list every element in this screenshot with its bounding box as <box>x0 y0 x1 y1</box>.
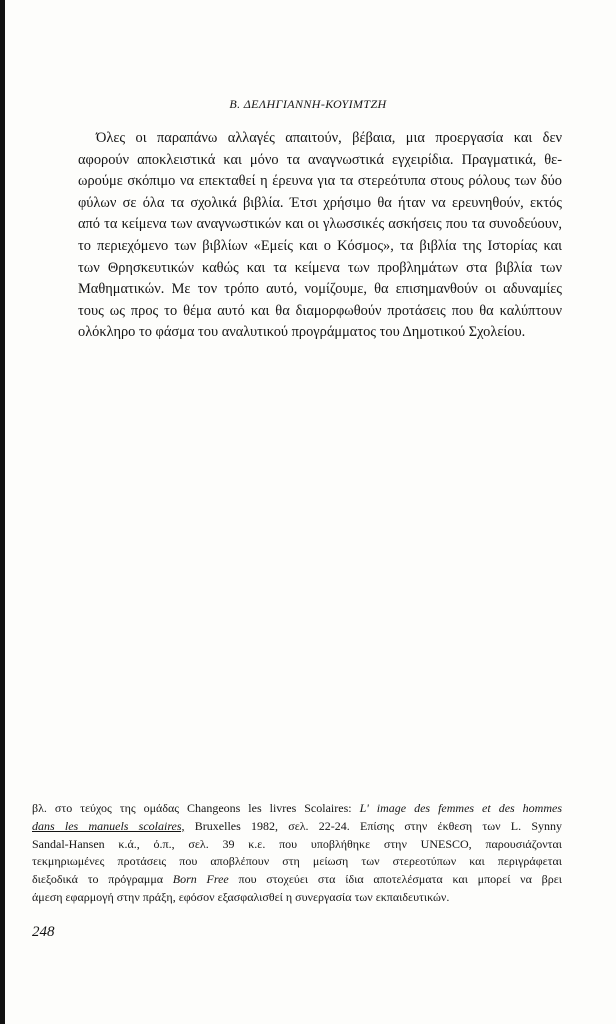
running-head-author: Β. ΔΕΛΗΓΙΑΝΝΗ-ΚΟΥΙΜΤΖΗ <box>229 97 387 111</box>
footnote-line <box>32 800 562 818</box>
body-line: τους ως προς το θέμα αυτό και θα διαμορφωθούν προτάσεις που θα καλύπτουν <box>78 302 562 319</box>
footnote-title-italic: L' image des femmes et des hommes <box>359 801 563 815</box>
body-line: Μαθηματικών. Με τον τρόπο αυτό, νομίζουμε, θα επισημανθούν οι αδυναμίες <box>78 281 562 298</box>
footnote-line <box>32 871 562 889</box>
footnote-line <box>32 818 562 836</box>
footnote-line: άμεση εφαρμογή στην πράξη, εφόσον εξασφαλισθεί η συνεργασία των εκπαιδευτικών. <box>32 889 450 904</box>
scan-edge-shadow <box>0 0 5 1024</box>
footnote-text: που στοχεύει στα ίδια αποτελέσματα και μπορεί να βρει <box>228 872 562 887</box>
footnote-program-name: Born Free <box>172 872 229 887</box>
body-line: ολόκληρο το φάσμα του αναλυτικού προγράμματος του Δημοτικού Σχολείου. <box>78 324 526 341</box>
footnote-line: τεκμηριωμένες προτάσεις που αποβλέπουν στη μείωση των στερεοτύπων και περιγράφεται <box>32 854 562 869</box>
body-line: αφορούν αποκλειστικά και μόνο τα αναγνωστικά εγχειρίδια. Πραγματικά, θε- <box>78 151 562 168</box>
footnote-text: διεξοδικά το πρόγραμμα <box>32 872 173 887</box>
footnote-title-italic-underlined: dans les manuels scolaires, <box>32 818 185 833</box>
body-line: φύλων σε όλα τα σχολικά βιβλία. Έτσι χρήσιμο θα ήταν να ερευνηθούν, εκτός <box>78 194 562 211</box>
body-line: από τα κείμενα των αναγνωστικών και οι γλωσσικές ασκήσεις που τα συνοδεύουν, <box>78 216 562 233</box>
body-line: ωρούμε σκόπιμο να επεκταθεί η έρευνα για τα στερεότυπα στους ρόλους των δύο <box>78 173 562 190</box>
body-line: το περιεχόμενο των βιβλίων «Εμείς και ο Κόσμος», τα βιβλία της Ιστορίας και <box>78 237 562 254</box>
body-line: Όλες οι παραπάνω αλλαγές απαιτούν, βέβαια, μια προεργασία και δεν <box>96 130 562 146</box>
footnote-text: Bruxelles 1982, σελ. 22-24. Επίσης στην έκθεση των L. Synny <box>184 818 562 833</box>
footnote <box>32 800 562 907</box>
footnote-text: βλ. στο τεύχος της ομάδας Changeons les livres Scolaires: <box>32 801 360 815</box>
body-line: των Θρησκευτικών καθώς και τα κείμενα των προβλημάτων στα βιβλία των <box>78 259 562 276</box>
page-number: 248 <box>32 924 55 940</box>
footnote-line: Sandal-Hansen κ.ά., ό.π., σελ. 39 κ.ε. που υποβλήθηκε στην UNESCO, παρουσιάζονται <box>32 836 562 851</box>
body-paragraph <box>78 128 562 344</box>
